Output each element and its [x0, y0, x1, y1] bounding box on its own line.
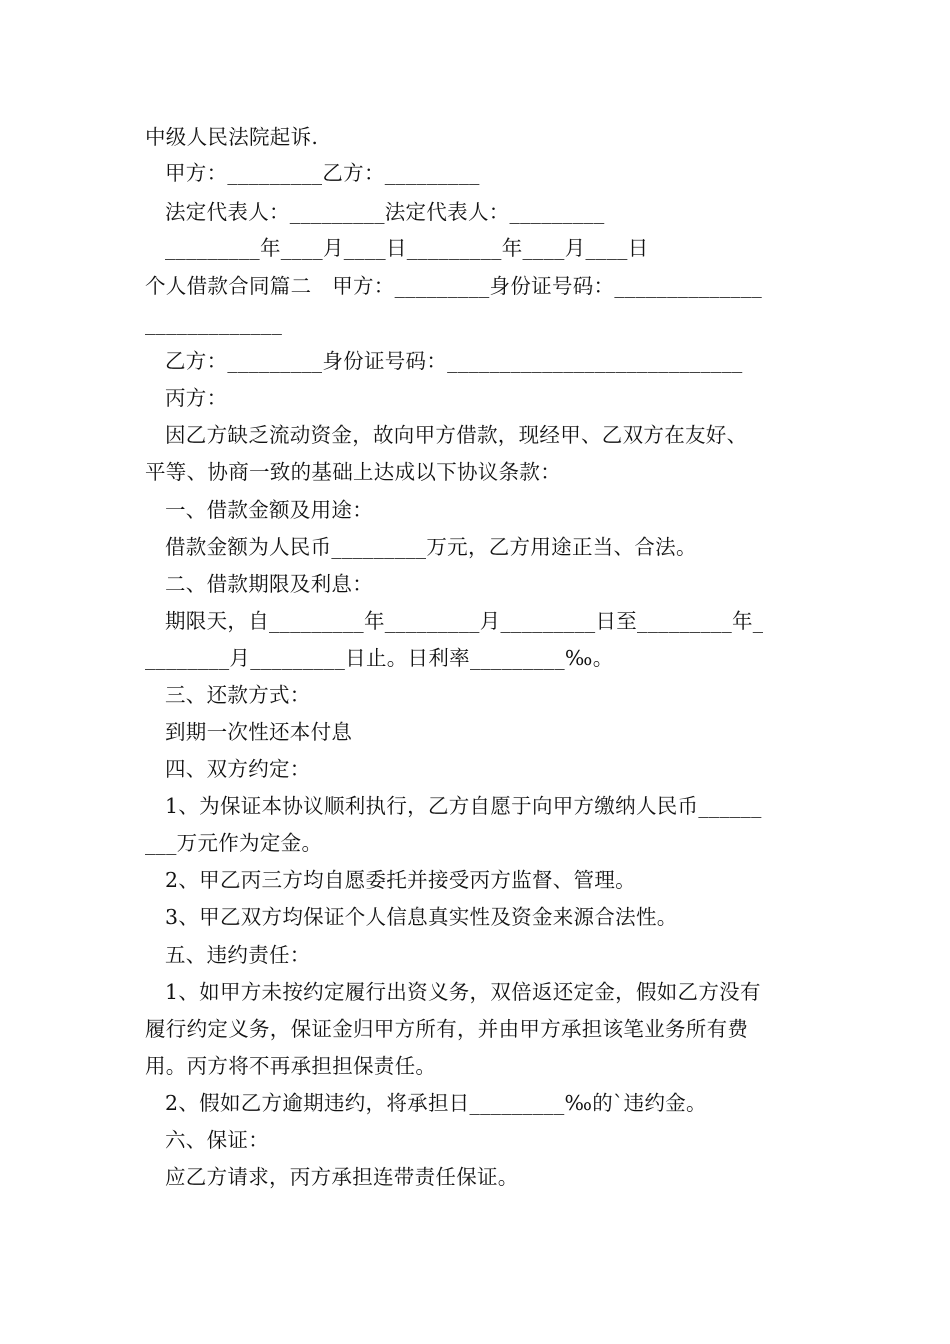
section-5-heading: 五、违约责任： [165, 943, 311, 967]
legal-rep-line: 法定代表人：_________法定代表人：_________ [165, 200, 605, 224]
id-continuation-line: _____________ [145, 311, 283, 335]
breach-item-1-line-2: 履行约定义务，保证金归甲方所有，并由甲方承担该笔业务所有费 [145, 1017, 749, 1041]
party-a-b-line: 甲方：_________乙方：_________ [165, 161, 480, 185]
section-4-heading: 四、双方约定： [165, 757, 311, 781]
breach-item-1-line-1: 1、如甲方未按约定履行出资义务，双倍返还定金，假如乙方没有 [165, 980, 761, 1004]
loan-term-line-2: ________月_________日止。日利率_________‰。 [145, 646, 614, 670]
breach-item-1-line-3: 用。丙方将不再承担担保责任。 [145, 1054, 437, 1078]
agreement-item-1-line-2: ___万元作为定金。 [145, 831, 323, 855]
court-line: 中级人民法院起诉. [145, 125, 319, 149]
loan-amount-line: 借款金额为人民币_________万元，乙方用途正当、合法。 [165, 535, 697, 559]
preamble-line-1: 因乙方缺乏流动资金，故向甲方借款，现经甲、乙双方在友好、 [165, 423, 748, 447]
preamble-line-2: 平等、协商一致的基础上达成以下协议条款： [145, 460, 561, 484]
contract-title-line: 个人借款合同篇二 甲方：_________身份证号码：______________ [145, 274, 763, 298]
agreement-item-2: 2、甲乙丙三方均自愿委托并接受丙方监督、管理。 [165, 868, 636, 892]
repayment-line: 到期一次性还本付息 [165, 720, 353, 744]
agreement-item-3: 3、甲乙双方均保证个人信息真实性及资金来源合法性。 [165, 905, 678, 929]
section-2-heading: 二、借款期限及利息： [165, 572, 373, 596]
agreement-item-1-line-1: 1、为保证本协议顺利执行，乙方自愿于向甲方缴纳人民币______ [165, 794, 762, 818]
date-line: _________年____月____日_________年____月____日 [165, 236, 649, 260]
guarantee-line: 应乙方请求，丙方承担连带责任保证。 [165, 1165, 519, 1189]
section-1-heading: 一、借款金额及用途： [165, 498, 373, 522]
party-b-line: 乙方：_________身份证号码：____________________________ [165, 349, 743, 373]
breach-item-2: 2、假如乙方逾期违约，将承担日_________‰的`违约金。 [165, 1091, 707, 1115]
section-3-heading: 三、还款方式： [165, 683, 311, 707]
loan-term-line-1: 期限天，自_________年_________月_________日至_________年_ [165, 609, 764, 633]
section-6-heading: 六、保证： [165, 1128, 269, 1152]
party-c-line: 丙方： [165, 386, 228, 410]
